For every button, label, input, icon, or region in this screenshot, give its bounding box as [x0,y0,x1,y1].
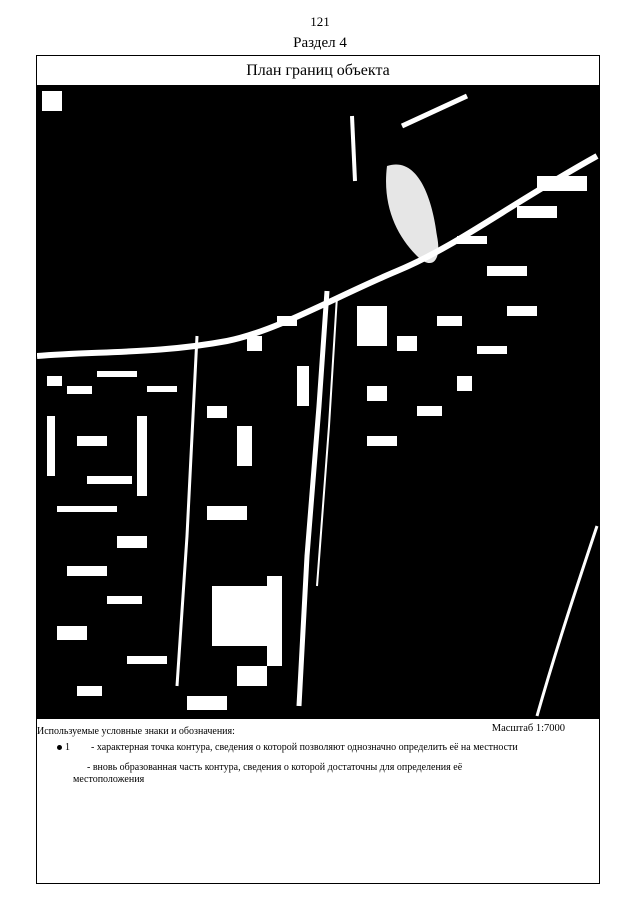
scale-label: Масштаб 1:7000 [491,723,565,734]
aerial-map-image [37,86,599,719]
legend-item-contour-line2: местоположения [73,774,145,785]
legend-point-number: 1 [65,742,70,753]
legend-item-contour-line1: - вновь образованная часть контура, сведения о которой достаточны для определения её [87,762,463,773]
legend-item-point [57,742,597,754]
aerial-map-svg [37,86,599,719]
legend-point-text: - характерная точка контура, сведения о которой позволяют однозначно определить её на местности [91,742,518,753]
plan-frame [36,55,600,884]
page-number: 121 [310,14,330,29]
point-marker-icon [57,745,62,750]
section-title: Раздел 4 [293,35,347,51]
legend-caption: Используемые условные знаки и обозначения: [37,726,235,737]
plan-title: План границ объекта [37,56,599,86]
